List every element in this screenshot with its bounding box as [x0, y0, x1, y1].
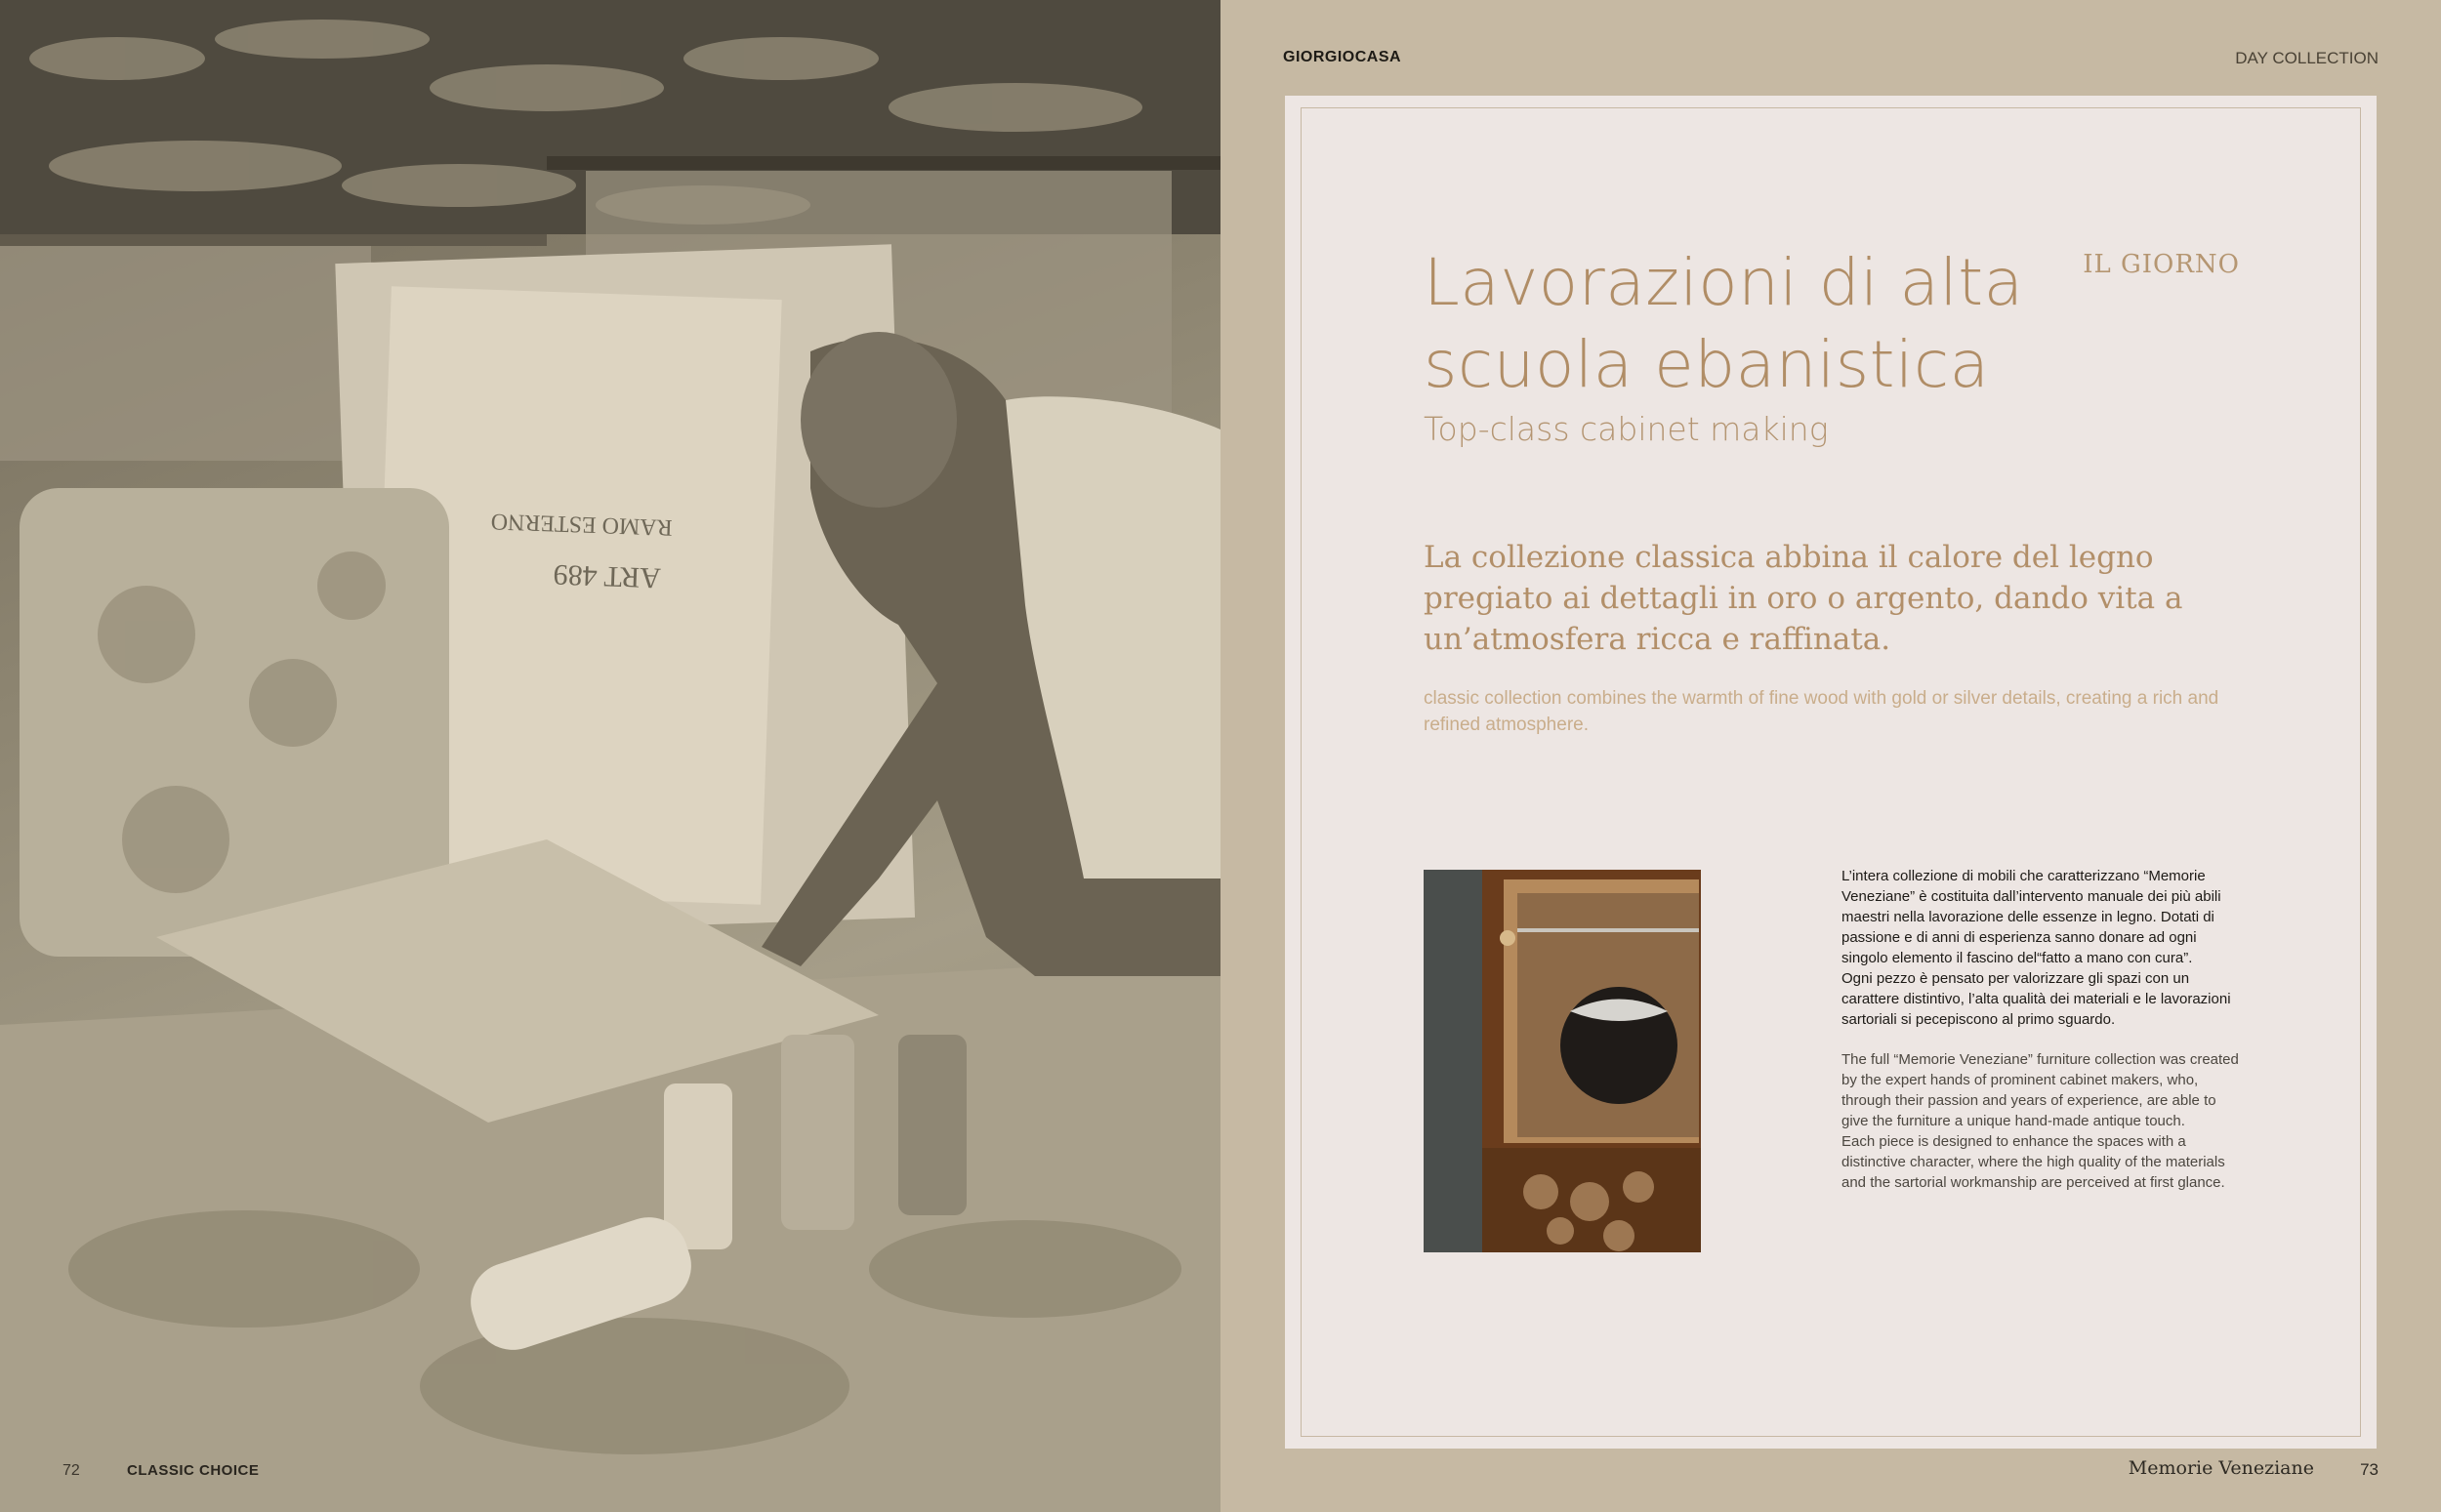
display-cabinet-photo	[1424, 870, 1701, 1252]
lead-paragraph-english: classic collection combines the warmth of fine wood with gold or silver details, creating a rich and refined atmosphere.	[1424, 688, 2219, 735]
section-label: DAY COLLECTION	[2235, 49, 2379, 67]
svg-text:ART 489: ART 489	[553, 557, 662, 594]
body-text-italian	[1841, 866, 2244, 1030]
page-number-right: 73	[2360, 1460, 2379, 1479]
body-english-paragraph-2: Each piece is designed to enhance the spaces with a distinctive character, where the high quality of the materials and the sartorial workmanship are perceived at first glance.	[1841, 1133, 2225, 1191]
body-italian-paragraph-2: Ogni pezzo è pensato per valorizzare gli spazi con un carattere distintivo, l’alta qualità dei materiali e le lavorazioni sartoriali si pecepiscono al primo sguardo.	[1841, 970, 2231, 1028]
body-english-paragraph-1: The full “Memorie Veneziane” furniture collection was created by the expert hands of prominent cabinet makers, who, through their passion and years of experience, are able to give the furniture a unique hand-made antique touch.	[1841, 1051, 2239, 1129]
eyebrow-label: IL GIORNO	[2083, 250, 2240, 279]
brand-logo-text: GIORGIOCASA	[1283, 49, 1402, 65]
body-text-english	[1841, 1049, 2244, 1193]
left-page	[0, 0, 1220, 1512]
publication-title: Memorie Veneziane	[2128, 1457, 2314, 1479]
workshop-photo	[0, 0, 1220, 1512]
body-italian-paragraph-1: L’intera collezione di mobili che caratterizzano “Memorie Veneziane” è costituita dall’intervento manuale dei più abili maestri nella lavorazione delle essenze in legno. Dotati di passione e di anni di esperienza sanno donare ad ogni singolo elemento il fascino del“fatto a mano con cura”.	[1841, 868, 2221, 966]
right-page	[1220, 0, 2441, 1512]
lead-paragraph-italian: La collezione classica abbina il calore del legno pregiato ai dettagli in oro o argento, dando vita a un’atmosfera ricca e raffinata.	[1424, 540, 2183, 657]
page-subtitle: Top-class cabinet making	[1424, 410, 1829, 448]
svg-text:RAMO ESTERNO: RAMO ESTERNO	[490, 508, 674, 541]
running-title-left: CLASSIC CHOICE	[127, 1462, 260, 1479]
page-title: Lavorazioni di alta scuola ebanistica	[1424, 245, 2024, 402]
page-number-left: 72	[62, 1462, 80, 1479]
content-panel	[1285, 96, 2377, 1449]
